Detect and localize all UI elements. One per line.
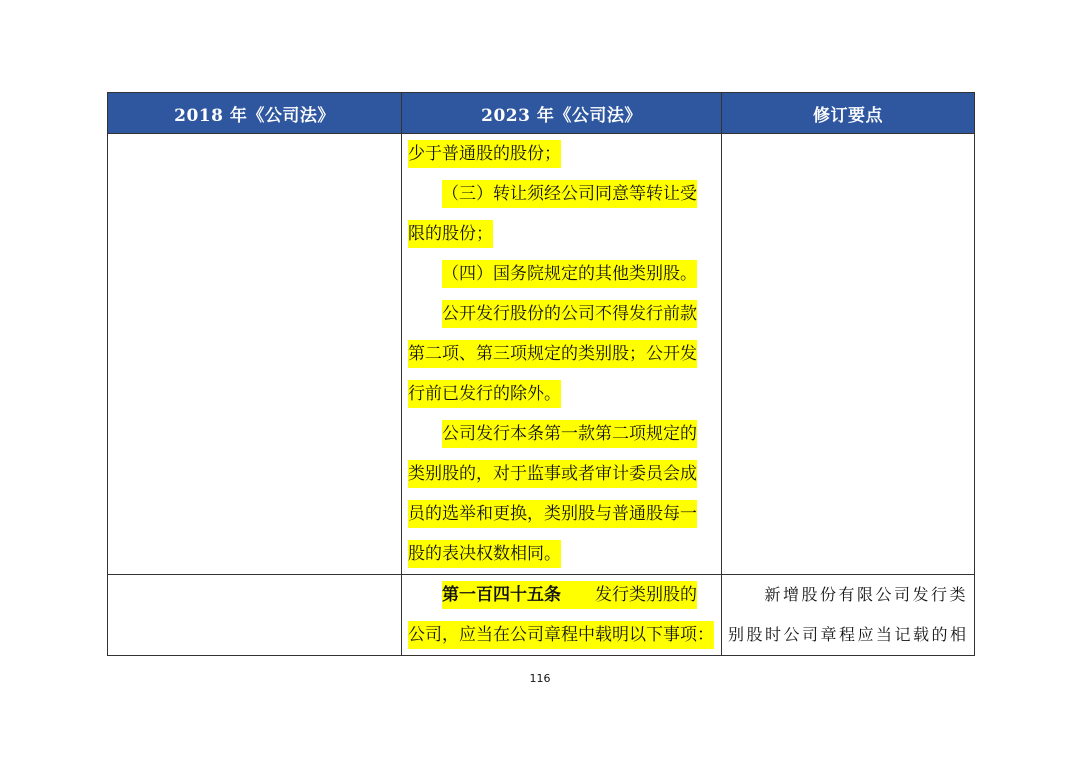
header-2018-law: 2018 年《公司法》 [108,93,402,134]
table-row [108,134,975,575]
old-law-cell [108,575,402,656]
article-title: 第一百四十五条 [442,585,561,605]
table-header-row [108,93,975,134]
new-law-text-line: 行前已发行的除外。 [408,380,561,408]
table-row [108,575,975,656]
header-2023-law: 2023 年《公司法》 [402,93,722,134]
new-law-text-line: （四）国务院规定的其他类别股。 [442,260,697,288]
law-comparison-table [107,92,975,656]
old-law-cell [108,134,402,575]
new-law-text-line: 少于普通股的股份； [408,140,561,168]
new-law-text-line: 发行类别股的 [595,585,697,605]
new-law-text-line: 第二项、第三项规定的类别股；公开发 [408,340,697,368]
revision-note-cell [722,134,975,575]
new-law-cell [402,575,722,656]
new-law-text-line: 类别股的，对于监事或者审计委员会成 [408,460,697,488]
new-law-cell [402,134,722,575]
new-law-text-line: （三）转让须经公司同意等转让受 [442,180,697,208]
new-law-text-line: 员的选举和更换，类别股与普通股每一 [408,500,697,528]
page-number: 116 [529,672,551,685]
new-law-text-line: 限的股份； [408,220,493,248]
revision-note-cell [722,575,975,656]
new-law-text-line: 股的表决权数相同。 [408,540,561,568]
header-revision-points: 修订要点 [722,93,975,134]
new-law-text-line: 公开发行股份的公司不得发行前款 [442,300,697,328]
revision-note-line: 新增股份有限公司发行类 [764,585,968,604]
new-law-text-line: 公司，应当在公司章程中载明以下事项： [408,621,714,649]
revision-note-line: 别股时公司章程应当记载的相 [728,625,969,644]
new-law-text-line: 公司发行本条第一款第二项规定的 [442,420,697,448]
